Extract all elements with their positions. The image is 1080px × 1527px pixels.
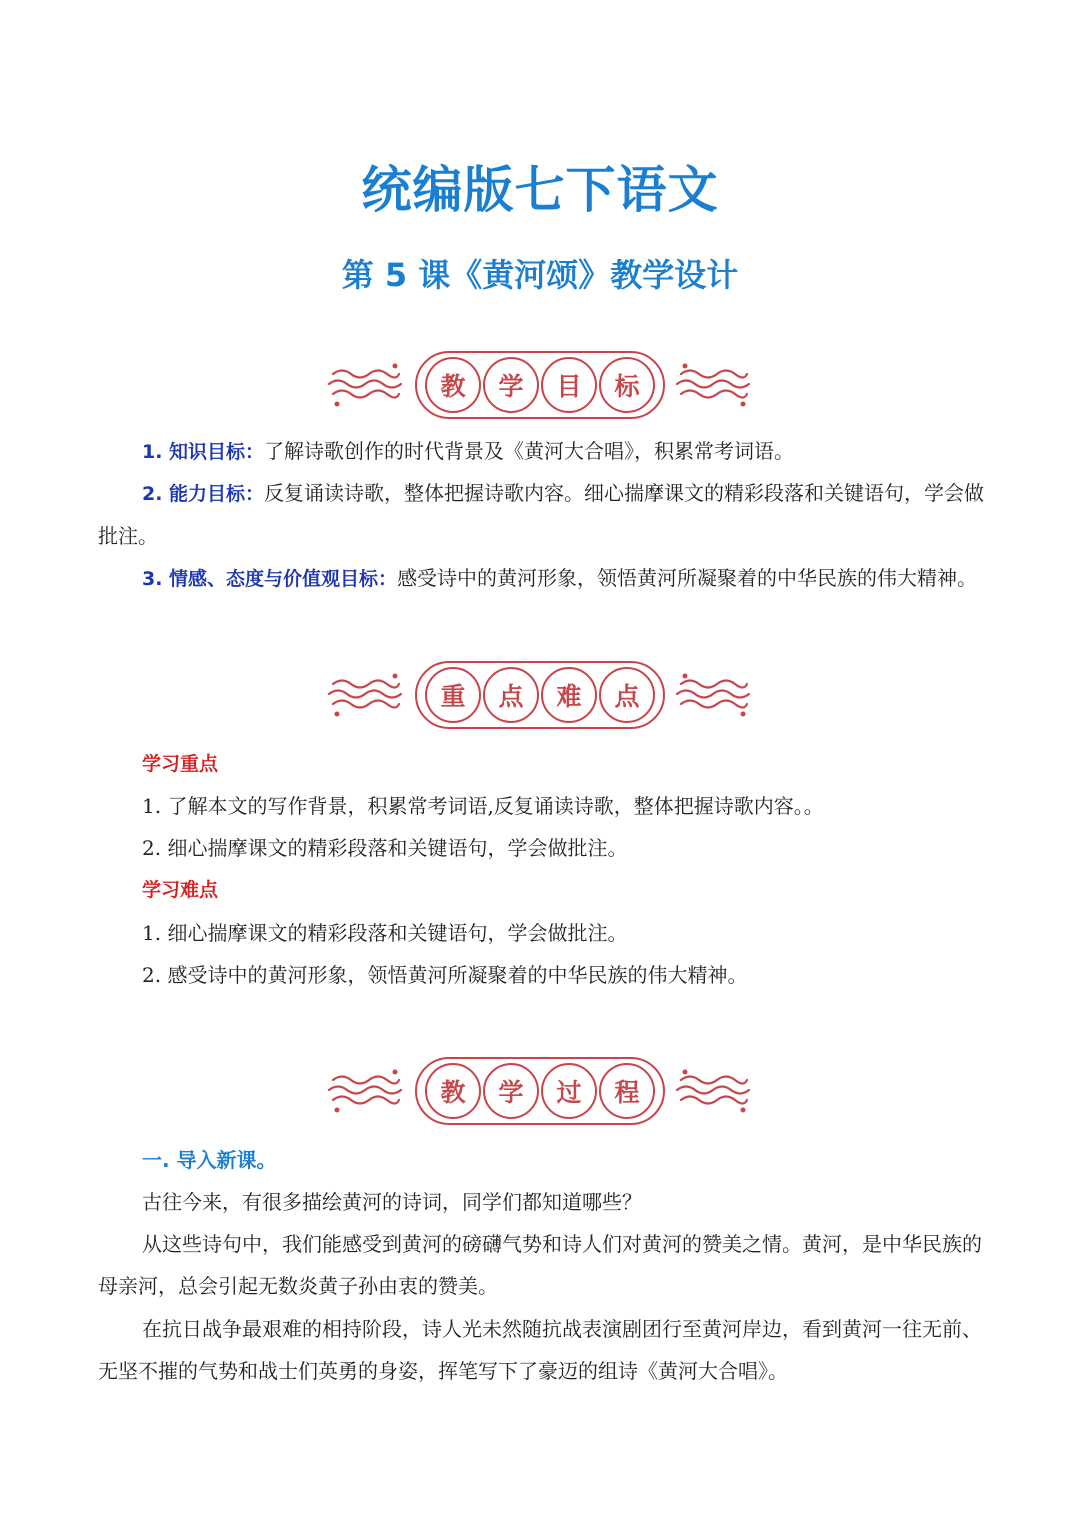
page-subtitle: 第 5 课《黄河颂》教学设计 bbox=[341, 256, 739, 294]
wave-ornament-right-icon bbox=[675, 1066, 753, 1116]
difficulty-item: 1. 细心揣摩课文的精彩段落和关键语句，学会做批注。 bbox=[142, 921, 628, 945]
process-paragraph: 在抗日战争最艰难的相持阶段，诗人光未然随抗战表演剧团行至黄河岸边，看到黄河一往无前、无坚不摧的气势和战士们英勇的身姿，挥笔写下了豪迈的组诗《黄河大合唱》。 bbox=[98, 1317, 982, 1383]
banner-char: 程 bbox=[599, 1063, 655, 1119]
wave-ornament-left-icon bbox=[327, 670, 405, 720]
banner-char: 学 bbox=[483, 357, 539, 413]
wave-ornament-left-icon bbox=[327, 1066, 405, 1116]
difficulty-item: 2. 感受诗中的黄河形象，领悟黄河所凝聚着的中华民族的伟大精神。 bbox=[142, 963, 748, 987]
objective-3 bbox=[98, 557, 988, 600]
objective-1 bbox=[98, 430, 988, 473]
banner-key-points bbox=[0, 655, 1080, 735]
banner-char: 教 bbox=[425, 1063, 481, 1119]
objective-2 bbox=[98, 472, 988, 557]
focus-item: 2. 细心揣摩课文的精彩段落和关键语句，学会做批注。 bbox=[142, 836, 628, 860]
banner-char: 点 bbox=[483, 667, 539, 723]
objective-label: 3. 情感、态度与价值观目标： bbox=[142, 568, 398, 590]
objective-text: 感受诗中的黄河形象，领悟黄河所凝聚着的中华民族的伟大精神。 bbox=[397, 566, 978, 590]
banner-objectives bbox=[0, 345, 1080, 425]
banner-char: 点 bbox=[599, 667, 655, 723]
objective-text: 反复诵读诗歌，整体把握诗歌内容。细心揣摩课文的精彩段落和关键语句，学会做批注。 bbox=[98, 481, 985, 548]
section-heading: 一. 导入新课。 bbox=[142, 1148, 277, 1172]
banner-char: 过 bbox=[541, 1063, 597, 1119]
banner-char: 重 bbox=[425, 667, 481, 723]
objective-label: 1. 知识目标： bbox=[142, 441, 265, 463]
difficulty-heading: 学习难点 bbox=[142, 879, 219, 901]
objective-text: 了解诗歌创作的时代背景及《黄河大合唱》，积累常考词语。 bbox=[264, 439, 795, 463]
page-title: 统编版七下语文 bbox=[361, 161, 719, 219]
banner-char: 难 bbox=[541, 667, 597, 723]
banner-char: 目 bbox=[541, 357, 597, 413]
banner-pill bbox=[415, 1057, 665, 1125]
banner-char: 标 bbox=[599, 357, 655, 413]
banner-process bbox=[0, 1051, 1080, 1131]
banner-pill bbox=[415, 351, 665, 419]
process-paragraph: 古往今来，有很多描绘黄河的诗词，同学们都知道哪些？ bbox=[142, 1190, 642, 1214]
focus-heading: 学习重点 bbox=[142, 753, 219, 775]
wave-ornament-right-icon bbox=[675, 360, 753, 410]
wave-ornament-left-icon bbox=[327, 360, 405, 410]
wave-ornament-right-icon bbox=[675, 670, 753, 720]
process-paragraph: 从这些诗句中，我们能感受到黄河的磅礴气势和诗人们对黄河的赞美之情。黄河，是中华民族的母亲河，总会引起无数炎黄子孙由衷的赞美。 bbox=[98, 1232, 982, 1298]
banner-pill bbox=[415, 661, 665, 729]
objective-label: 2. 能力目标： bbox=[142, 483, 265, 505]
focus-item: 1. 了解本文的写作背景，积累常考词语,反复诵读诗歌，整体把握诗歌内容。。 bbox=[142, 794, 824, 818]
banner-char: 学 bbox=[483, 1063, 539, 1119]
banner-char: 教 bbox=[425, 357, 481, 413]
